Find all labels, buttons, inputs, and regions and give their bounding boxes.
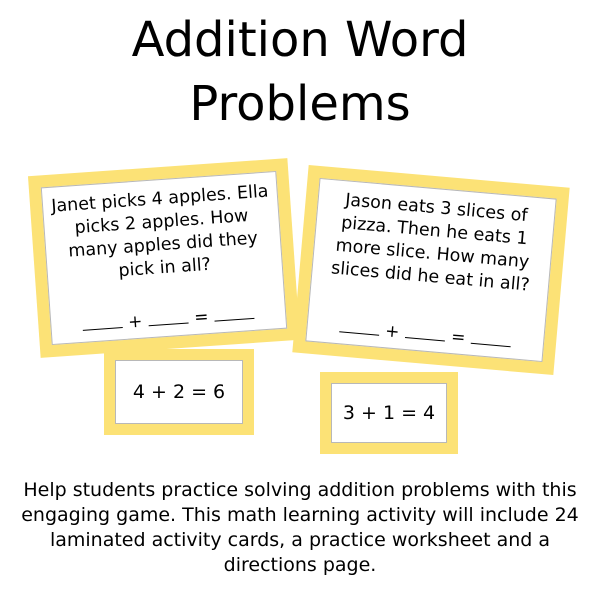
card-face: [115, 360, 243, 424]
blank-equation: [51, 302, 286, 338]
blank-line: [82, 326, 122, 331]
title-line-2: Problems: [189, 76, 411, 132]
answer-equation: 4 + 2 = 6: [132, 381, 226, 403]
problem-text: Jason eats 3 slices of pizza. Then he eats 1 more slice. How many slices did he eat in all?: [330, 190, 531, 296]
page-title: [0, 8, 600, 136]
word-problem-card-apples: [28, 158, 300, 358]
equals-sign: =: [450, 327, 467, 349]
equals-sign: =: [193, 307, 210, 329]
blank-line: [405, 336, 445, 341]
blank-equation: [307, 315, 544, 355]
answer-card-pizza: [320, 372, 458, 454]
plus-sign: +: [384, 321, 401, 343]
answer-card-apples: [104, 349, 254, 435]
card-face: [41, 171, 287, 345]
answer-equation: 3 + 1 = 4: [342, 402, 436, 424]
plus-sign: +: [127, 311, 144, 333]
word-problem-card-pizza: [292, 165, 569, 375]
problem-text: Janet picks 4 apples. Ella picks 2 apples. How many apples did they pick in all?: [50, 181, 270, 282]
card-face: [305, 178, 556, 362]
blank-line: [471, 342, 511, 347]
blank-line: [149, 321, 189, 326]
card-face: [331, 383, 447, 443]
title-line-1: Addition Word: [131, 12, 469, 68]
blank-line: [339, 330, 379, 335]
product-description: Help students practice solving addition problems with this engaging game. This math learning activity will include 24 laminated activity cards, a practice worksheet and a directions page.: [21, 479, 579, 576]
blank-line: [215, 317, 255, 322]
